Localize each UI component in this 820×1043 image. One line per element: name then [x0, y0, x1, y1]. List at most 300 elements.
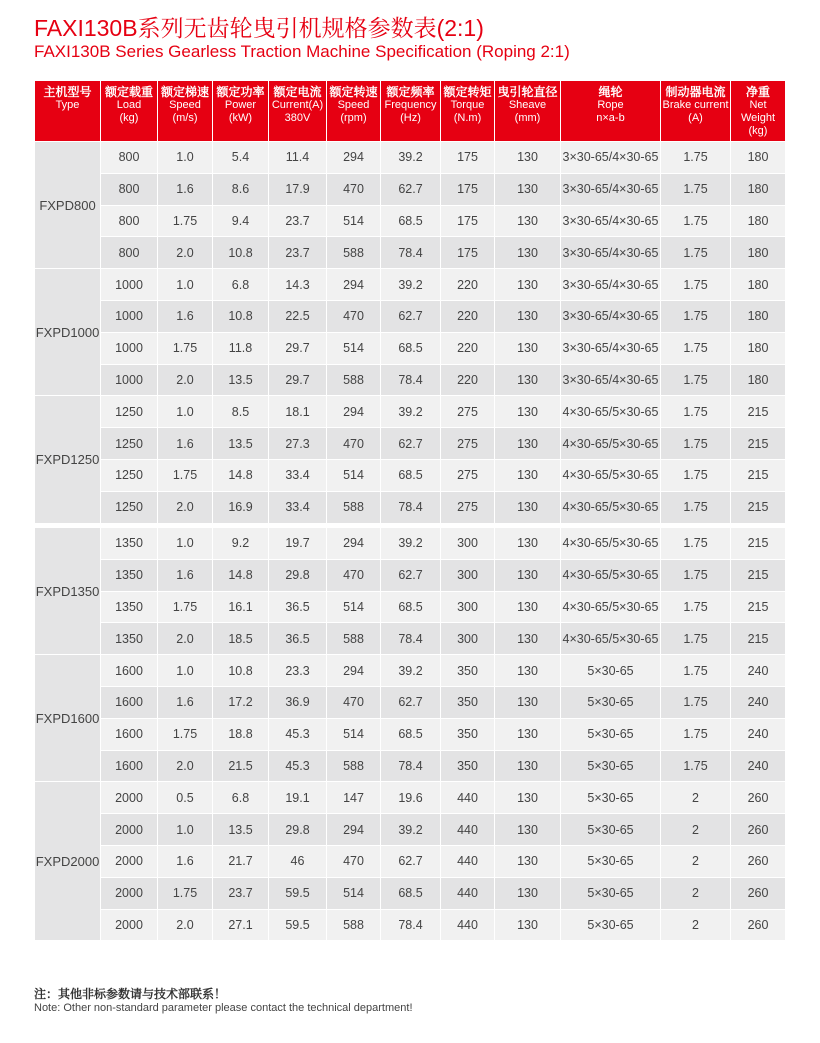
model-type-cell: FXPD1600 [35, 655, 101, 782]
table-cell: 2000 [101, 877, 158, 909]
table-cell: 3×30-65/4×30-65 [561, 237, 661, 269]
spec-table-part-2 [34, 527, 786, 941]
table-cell: 27.1 [213, 909, 269, 941]
table-cell: 2.0 [158, 909, 213, 941]
table-cell: 470 [327, 428, 381, 460]
table-cell: 45.3 [269, 750, 327, 782]
table-cell: 470 [327, 300, 381, 332]
table-cell: 39.2 [381, 814, 441, 846]
table-cell: 175 [441, 173, 495, 205]
table-cell: 1.6 [158, 428, 213, 460]
header-cn: 额定电流 [273, 85, 322, 99]
table-cell: 1600 [101, 718, 158, 750]
table-cell: 1.75 [661, 142, 731, 174]
table-row [35, 364, 786, 396]
column-header [495, 81, 561, 142]
table-cell: 29.7 [269, 364, 327, 396]
table-cell: 588 [327, 237, 381, 269]
table-cell: 130 [495, 845, 561, 877]
table-cell: 3×30-65/4×30-65 [561, 269, 661, 301]
header-en: (A) [688, 112, 703, 124]
table-row [35, 782, 786, 814]
table-cell: 175 [441, 142, 495, 174]
table-cell: 130 [495, 750, 561, 782]
table-cell: 1000 [101, 332, 158, 364]
table-cell: 240 [731, 750, 786, 782]
table-cell: 2.0 [158, 364, 213, 396]
table-row [35, 428, 786, 460]
table-cell: 1.0 [158, 528, 213, 560]
table-cell: 130 [495, 173, 561, 205]
table-row [35, 655, 786, 687]
table-cell: 130 [495, 655, 561, 687]
table-cell: 130 [495, 428, 561, 460]
table-cell: 78.4 [381, 623, 441, 655]
table-cell: 3×30-65/4×30-65 [561, 332, 661, 364]
table-cell: 1.75 [661, 718, 731, 750]
table-cell: 11.8 [213, 332, 269, 364]
table-cell: 16.9 [213, 491, 269, 523]
header-en: 380V [284, 112, 311, 124]
table-cell: 440 [441, 909, 495, 941]
table-cell: 130 [495, 237, 561, 269]
header-en: Power [224, 99, 257, 111]
table-cell: 1.75 [661, 173, 731, 205]
table-cell: 1.75 [661, 237, 731, 269]
table-cell: 36.9 [269, 686, 327, 718]
header-en: Rope [597, 99, 624, 111]
header-en: Frequency [384, 99, 437, 111]
table-cell: 130 [495, 396, 561, 428]
table-cell: 1600 [101, 655, 158, 687]
table-cell: 14.8 [213, 559, 269, 591]
table-cell: 1350 [101, 623, 158, 655]
table-cell: 220 [441, 364, 495, 396]
table-cell: 78.4 [381, 364, 441, 396]
table-cell: 39.2 [381, 142, 441, 174]
table-cell: 130 [495, 686, 561, 718]
table-cell: 130 [495, 332, 561, 364]
table-cell: 175 [441, 237, 495, 269]
table-cell: 260 [731, 782, 786, 814]
table-cell: 3×30-65/4×30-65 [561, 205, 661, 237]
table-cell: 39.2 [381, 269, 441, 301]
table-cell: 260 [731, 909, 786, 941]
table-cell: 23.7 [213, 877, 269, 909]
table-cell: 2000 [101, 814, 158, 846]
table-cell: 36.5 [269, 623, 327, 655]
table-cell: 1.75 [661, 528, 731, 560]
table-cell: 4×30-65/5×30-65 [561, 428, 661, 460]
table-cell: 275 [441, 491, 495, 523]
model-type-cell: FXPD2000 [35, 782, 101, 941]
column-header [381, 81, 441, 142]
table-cell: 300 [441, 591, 495, 623]
table-cell: 1.6 [158, 845, 213, 877]
table-cell: 275 [441, 459, 495, 491]
table-cell: 470 [327, 686, 381, 718]
table-cell: 9.4 [213, 205, 269, 237]
table-cell: 1.75 [661, 364, 731, 396]
table-cell: 1.0 [158, 655, 213, 687]
header-en: n×a-b [596, 112, 625, 124]
table-cell: 23.3 [269, 655, 327, 687]
column-header [101, 81, 158, 142]
header-cn: 额定转矩 [443, 85, 492, 99]
table-cell: 2 [661, 877, 731, 909]
table-cell: 6.8 [213, 782, 269, 814]
table-cell: 130 [495, 814, 561, 846]
table-cell: 1000 [101, 364, 158, 396]
table-cell: 29.8 [269, 559, 327, 591]
table-cell: 10.8 [213, 655, 269, 687]
table-cell: 215 [731, 623, 786, 655]
table-row [35, 332, 786, 364]
table-cell: 18.8 [213, 718, 269, 750]
table-cell: 1.75 [158, 205, 213, 237]
header-en: Speed [169, 99, 201, 111]
table-cell: 78.4 [381, 237, 441, 269]
table-cell: 220 [441, 269, 495, 301]
table-cell: 4×30-65/5×30-65 [561, 559, 661, 591]
table-cell: 240 [731, 686, 786, 718]
table-row [35, 528, 786, 560]
table-cell: 130 [495, 142, 561, 174]
page-subtitle: FAXI130B Series Gearless Traction Machine Specification (Roping 2:1) [34, 42, 570, 61]
table-cell: 2000 [101, 782, 158, 814]
header-en: (mm) [514, 112, 541, 124]
table-cell: 10.8 [213, 300, 269, 332]
table-cell: 9.2 [213, 528, 269, 560]
table-cell: 2000 [101, 909, 158, 941]
table-cell: 1.75 [661, 300, 731, 332]
table-cell: 45.3 [269, 718, 327, 750]
table-cell: 1.0 [158, 814, 213, 846]
table-row [35, 459, 786, 491]
column-header [213, 81, 269, 142]
header-en: Speed [337, 99, 370, 111]
table-cell: 78.4 [381, 909, 441, 941]
column-header [269, 81, 327, 142]
table-cell: 62.7 [381, 559, 441, 591]
table-cell: 3×30-65/4×30-65 [561, 142, 661, 174]
table-cell: 215 [731, 528, 786, 560]
table-cell: 147 [327, 782, 381, 814]
table-cell: 588 [327, 623, 381, 655]
table-cell: 300 [441, 623, 495, 655]
table-cell: 10.8 [213, 237, 269, 269]
table-cell: 1.75 [158, 718, 213, 750]
table-cell: 130 [495, 459, 561, 491]
column-header [35, 81, 101, 142]
table-cell: 1.75 [661, 428, 731, 460]
table-cell: 2.0 [158, 750, 213, 782]
table-cell: 4×30-65/5×30-65 [561, 396, 661, 428]
table-cell: 1250 [101, 428, 158, 460]
table-cell: 440 [441, 877, 495, 909]
header-en: (kg) [748, 125, 768, 137]
header-en: Net Weight [740, 99, 776, 124]
table-cell: 4×30-65/5×30-65 [561, 459, 661, 491]
table-cell: 27.3 [269, 428, 327, 460]
table-row [35, 237, 786, 269]
table-cell: 4×30-65/5×30-65 [561, 591, 661, 623]
table-cell: 3×30-65/4×30-65 [561, 173, 661, 205]
table-cell: 1350 [101, 591, 158, 623]
model-type-cell: FXPD800 [35, 142, 101, 269]
table-cell: 62.7 [381, 300, 441, 332]
column-header [441, 81, 495, 142]
table-cell: 39.2 [381, 528, 441, 560]
table-cell: 1.75 [158, 591, 213, 623]
column-header [158, 81, 213, 142]
table-cell: 11.4 [269, 142, 327, 174]
table-cell: 68.5 [381, 332, 441, 364]
header-cn: 净重 [745, 85, 770, 99]
table-cell: 350 [441, 655, 495, 687]
table-row [35, 559, 786, 591]
table-cell: 17.9 [269, 173, 327, 205]
table-cell: 62.7 [381, 173, 441, 205]
header-en: (Hz) [400, 112, 421, 124]
table-row [35, 142, 786, 174]
header-en: Current(A) [271, 99, 324, 111]
column-header [731, 81, 786, 142]
table-cell: 17.2 [213, 686, 269, 718]
table-cell: 68.5 [381, 591, 441, 623]
table-cell: 130 [495, 909, 561, 941]
table-cell: 36.5 [269, 591, 327, 623]
table-cell: 59.5 [269, 909, 327, 941]
table-cell: 1600 [101, 686, 158, 718]
table-cell: 294 [327, 814, 381, 846]
table-cell: 1.75 [661, 332, 731, 364]
table-row [35, 750, 786, 782]
header-en: Brake current [662, 99, 729, 111]
table-row [35, 396, 786, 428]
table-cell: 8.5 [213, 396, 269, 428]
table-cell: 1.75 [158, 459, 213, 491]
table-cell: 1.75 [661, 559, 731, 591]
table-cell: 260 [731, 877, 786, 909]
table-cell: 215 [731, 459, 786, 491]
table-cell: 14.3 [269, 269, 327, 301]
table-cell: 440 [441, 845, 495, 877]
table-cell: 2.0 [158, 623, 213, 655]
table-cell: 588 [327, 909, 381, 941]
header-cn: 额定转速 [329, 85, 378, 99]
header-cn: 曳引轮直径 [497, 85, 558, 99]
table-cell: 1350 [101, 528, 158, 560]
header-en: (m/s) [172, 112, 198, 124]
table-cell: 294 [327, 655, 381, 687]
table-cell: 440 [441, 814, 495, 846]
table-cell: 78.4 [381, 491, 441, 523]
table-cell: 130 [495, 877, 561, 909]
table-cell: 62.7 [381, 428, 441, 460]
header-en: Torque [450, 99, 485, 111]
table-cell: 180 [731, 237, 786, 269]
table-cell: 68.5 [381, 877, 441, 909]
header-row [35, 81, 786, 142]
table-row [35, 686, 786, 718]
table-cell: 275 [441, 396, 495, 428]
table-cell: 294 [327, 396, 381, 428]
table-cell: 2 [661, 814, 731, 846]
table-cell: 1.6 [158, 173, 213, 205]
table-cell: 300 [441, 559, 495, 591]
table-cell: 5×30-65 [561, 750, 661, 782]
model-type-cell: FXPD1000 [35, 269, 101, 396]
table-cell: 130 [495, 491, 561, 523]
table-cell: 1.75 [661, 686, 731, 718]
table-cell: 220 [441, 300, 495, 332]
table-cell: 8.6 [213, 173, 269, 205]
table-cell: 350 [441, 686, 495, 718]
table-cell: 514 [327, 332, 381, 364]
table-cell: 215 [731, 591, 786, 623]
table-cell: 350 [441, 750, 495, 782]
note-chinese: 注：其他非标参数请与技术部联系！ [34, 987, 227, 1001]
header-en: (N.m) [453, 112, 482, 124]
table-cell: 0.5 [158, 782, 213, 814]
table-cell: 180 [731, 205, 786, 237]
table-cell: 800 [101, 205, 158, 237]
table-cell: 1.75 [661, 459, 731, 491]
table-cell: 130 [495, 205, 561, 237]
table-cell: 800 [101, 142, 158, 174]
table-cell: 2.0 [158, 237, 213, 269]
table-row [35, 269, 786, 301]
header-cn: 额定功率 [216, 85, 265, 99]
table-cell: 1.75 [158, 877, 213, 909]
table-cell: 68.5 [381, 459, 441, 491]
table-cell: 130 [495, 718, 561, 750]
table-cell: 1.75 [661, 491, 731, 523]
table-cell: 18.5 [213, 623, 269, 655]
note-english: Note: Other non-standard parameter please contact the technical department! [34, 1002, 413, 1014]
header-en: (kW) [228, 112, 253, 124]
table-cell: 16.1 [213, 591, 269, 623]
table-cell: 13.5 [213, 428, 269, 460]
table-row [35, 300, 786, 332]
table-cell: 130 [495, 528, 561, 560]
table-cell: 3×30-65/4×30-65 [561, 300, 661, 332]
table-cell: 39.2 [381, 396, 441, 428]
table-cell: 514 [327, 591, 381, 623]
table-row [35, 491, 786, 523]
table-cell: 46 [269, 845, 327, 877]
table-cell: 5×30-65 [561, 877, 661, 909]
table-cell: 33.4 [269, 491, 327, 523]
header-en: Load [116, 99, 142, 111]
table-cell: 1000 [101, 269, 158, 301]
table-cell: 588 [327, 750, 381, 782]
table-row [35, 173, 786, 205]
table-cell: 470 [327, 559, 381, 591]
table-cell: 800 [101, 173, 158, 205]
table-cell: 1.0 [158, 269, 213, 301]
table-cell: 294 [327, 528, 381, 560]
table-cell: 180 [731, 332, 786, 364]
table-cell: 588 [327, 364, 381, 396]
table-cell: 514 [327, 205, 381, 237]
header-cn: 制动器电流 [665, 85, 726, 99]
table-cell: 6.8 [213, 269, 269, 301]
table-cell: 800 [101, 237, 158, 269]
table-cell: 68.5 [381, 205, 441, 237]
table-cell: 68.5 [381, 718, 441, 750]
table-cell: 175 [441, 205, 495, 237]
header-cn: 额定载重 [104, 85, 153, 99]
table-cell: 1600 [101, 750, 158, 782]
table-cell: 300 [441, 528, 495, 560]
table-cell: 1.6 [158, 559, 213, 591]
table-row [35, 623, 786, 655]
table-cell: 1350 [101, 559, 158, 591]
table-cell: 240 [731, 655, 786, 687]
table-cell: 130 [495, 559, 561, 591]
column-header [561, 81, 661, 142]
table-cell: 215 [731, 428, 786, 460]
table-cell: 13.5 [213, 364, 269, 396]
table-cell: 215 [731, 396, 786, 428]
table-cell: 275 [441, 428, 495, 460]
table-row [35, 718, 786, 750]
table-cell: 514 [327, 877, 381, 909]
table-cell: 1250 [101, 491, 158, 523]
table-cell: 215 [731, 491, 786, 523]
table-cell: 14.8 [213, 459, 269, 491]
table-cell: 19.1 [269, 782, 327, 814]
table-cell: 4×30-65/5×30-65 [561, 528, 661, 560]
table-cell: 240 [731, 718, 786, 750]
table-cell: 220 [441, 332, 495, 364]
table-cell: 130 [495, 364, 561, 396]
table-cell: 514 [327, 718, 381, 750]
table-cell: 2.0 [158, 491, 213, 523]
table-cell: 180 [731, 364, 786, 396]
table-row [35, 814, 786, 846]
table-cell: 29.7 [269, 332, 327, 364]
table-cell: 33.4 [269, 459, 327, 491]
table-cell: 5×30-65 [561, 718, 661, 750]
column-header [661, 81, 731, 142]
table-cell: 78.4 [381, 750, 441, 782]
table-cell: 4×30-65/5×30-65 [561, 623, 661, 655]
table-cell: 294 [327, 142, 381, 174]
table-cell: 1.6 [158, 300, 213, 332]
header-cn: 绳轮 [598, 85, 623, 99]
table-cell: 5×30-65 [561, 845, 661, 877]
table-cell: 1.75 [661, 623, 731, 655]
table-cell: 1250 [101, 396, 158, 428]
table-cell: 19.6 [381, 782, 441, 814]
table-cell: 5×30-65 [561, 655, 661, 687]
table-cell: 22.5 [269, 300, 327, 332]
header-cn: 额定梯速 [160, 85, 209, 99]
table-cell: 588 [327, 491, 381, 523]
table-row [35, 591, 786, 623]
header-en: (rpm) [340, 112, 367, 124]
header-en: Type [55, 99, 80, 111]
table-cell: 180 [731, 142, 786, 174]
table-cell: 5×30-65 [561, 814, 661, 846]
table-cell: 62.7 [381, 686, 441, 718]
table-cell: 180 [731, 300, 786, 332]
table-cell: 19.7 [269, 528, 327, 560]
table-cell: 130 [495, 782, 561, 814]
